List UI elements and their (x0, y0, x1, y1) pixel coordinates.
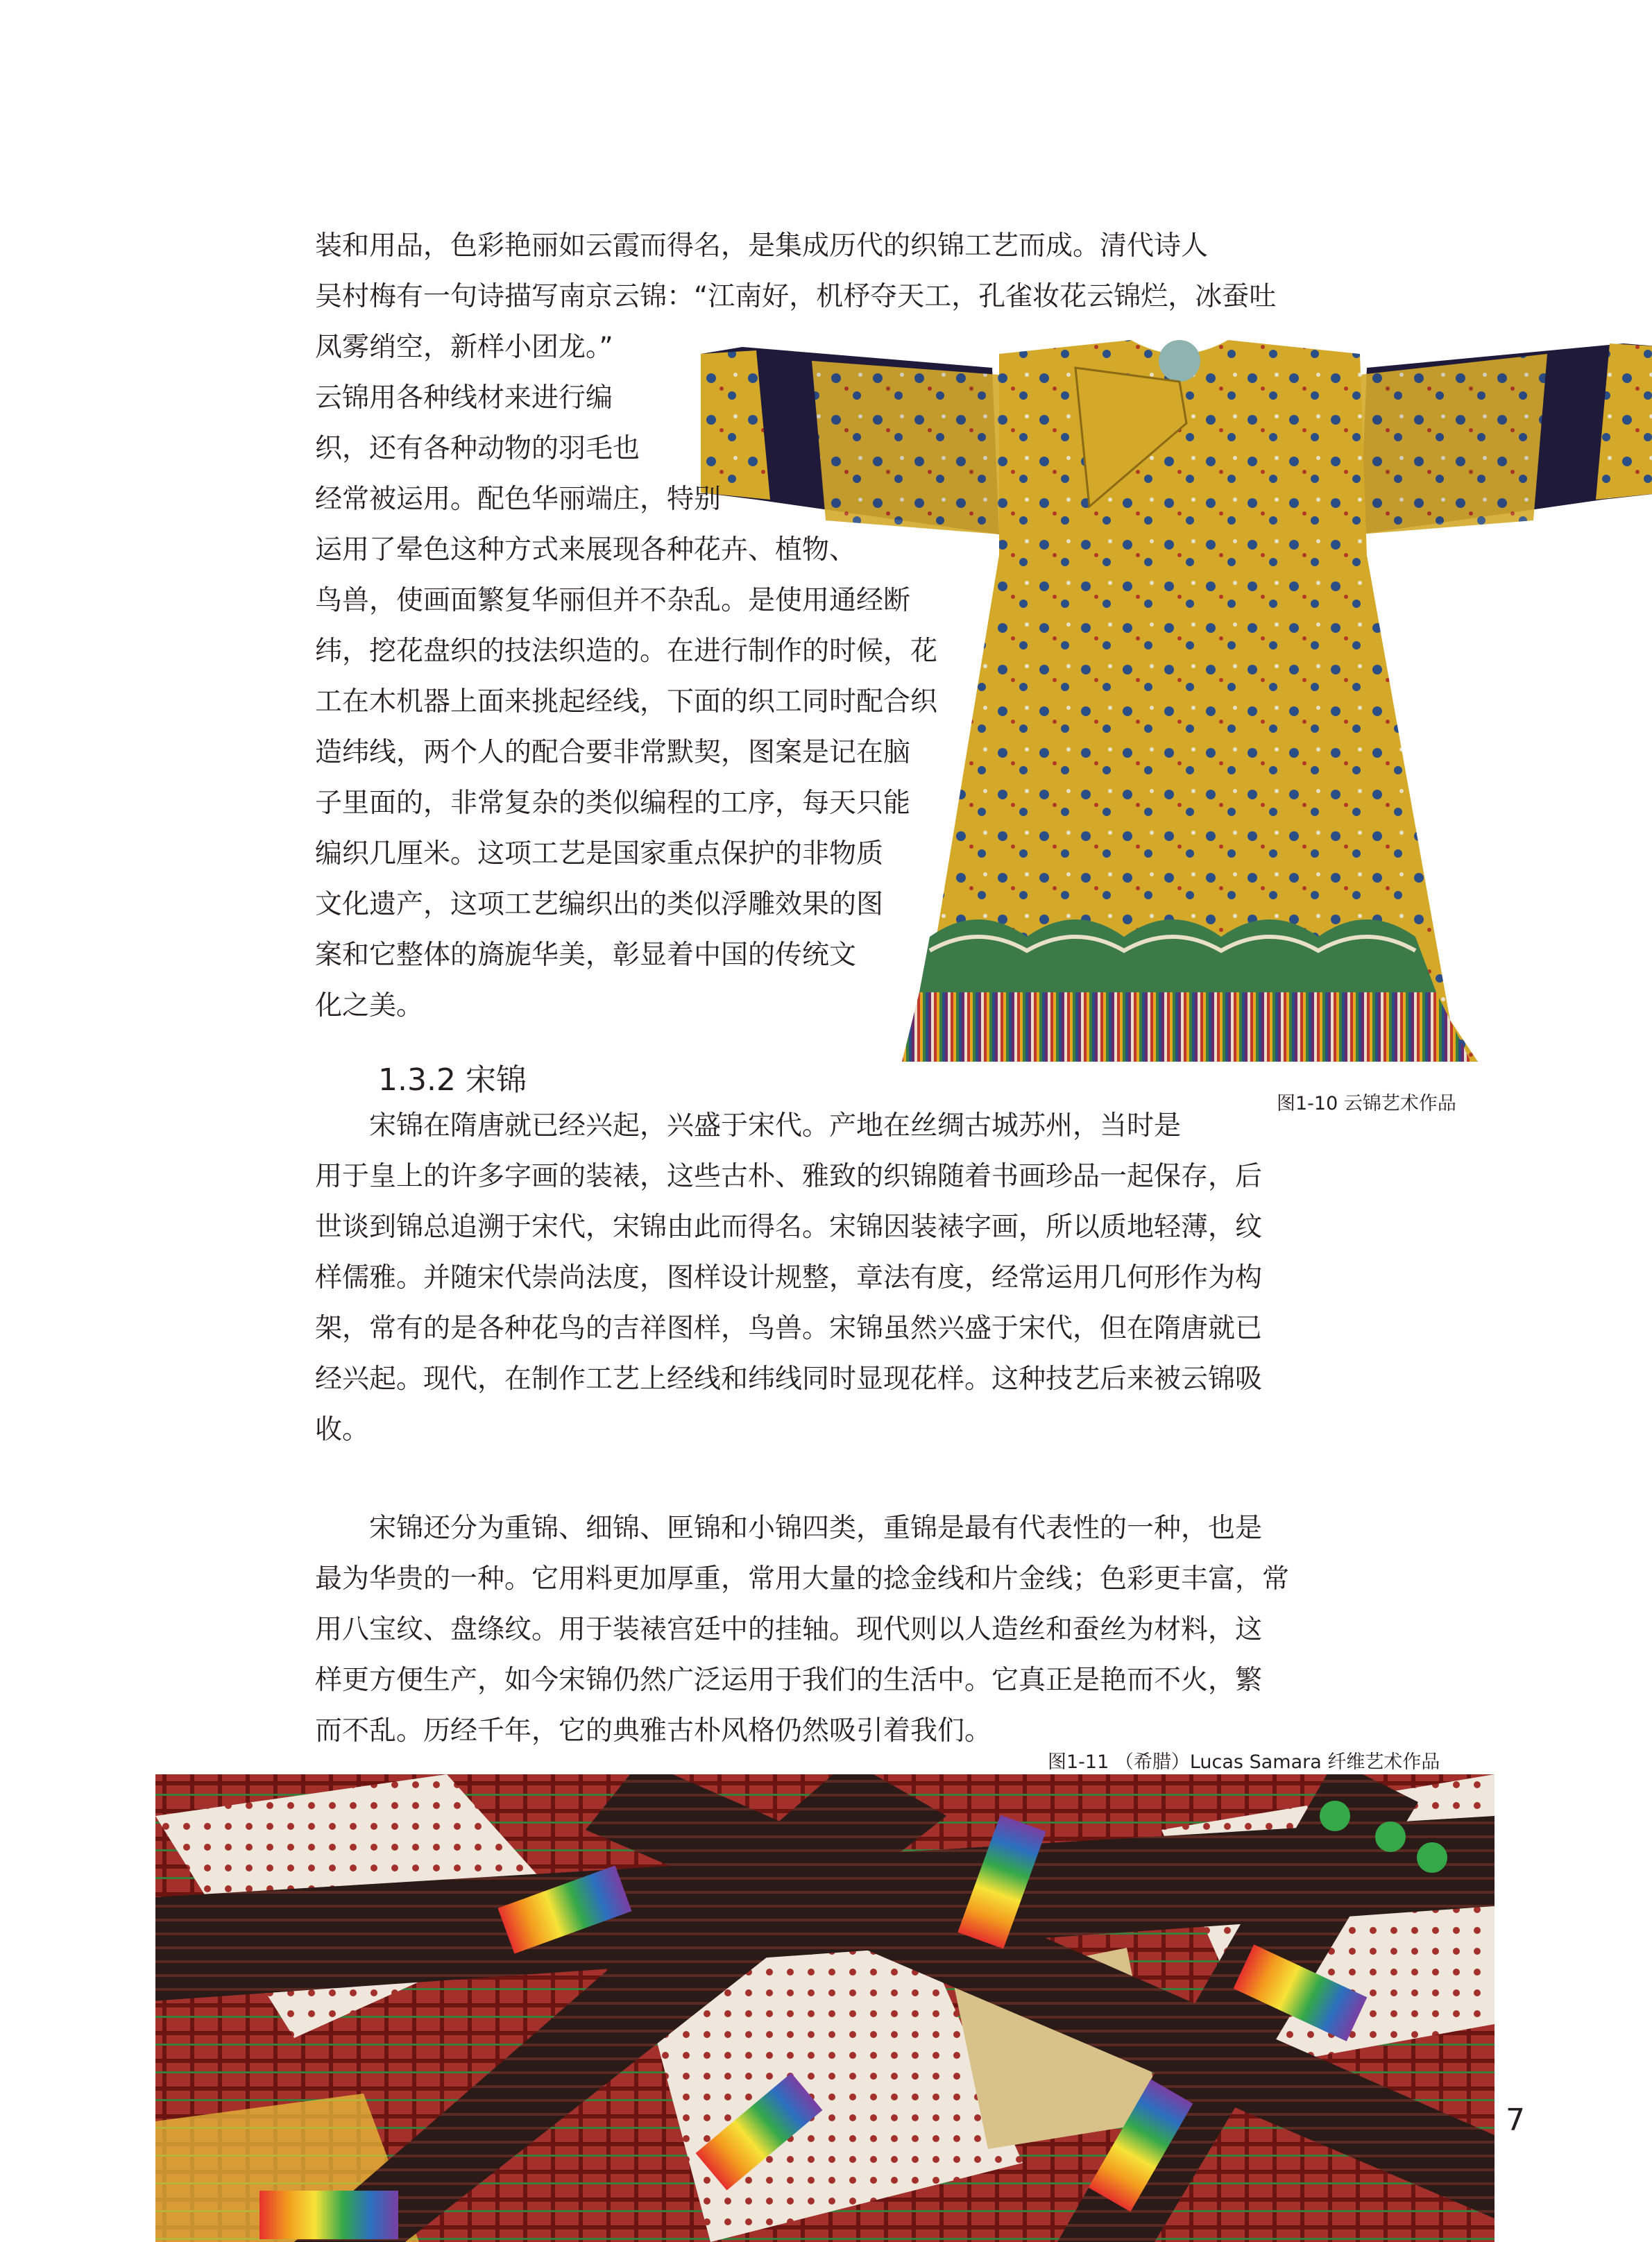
song-paragraph-1 (315, 1101, 1338, 1455)
text-line: 子里面的，非常复杂的类似编程的工序，每天只能 (315, 788, 911, 819)
text-line: 文化遗产，这项工艺编织出的类似浮雕效果的图 (315, 889, 884, 920)
text-line: 工在木机器上面来挑起经线，下面的织工同时配合织 (315, 686, 938, 717)
figure-1-10-caption: 图1-10 云锦艺术作品 (1277, 1093, 1456, 1114)
figure-1-11-caption: 图1-11 （希腊）Lucas Samara 纤维艺术作品 (1048, 1751, 1440, 1773)
top-paragraph (315, 221, 1338, 1031)
text-line: 用八宝纹、盘绦纹。用于装裱宫廷中的挂轴。现代则以人造丝和蚕丝为材料，这 (315, 1614, 1263, 1645)
text-line: 化之美。 (315, 990, 424, 1021)
fiber-art-image (155, 1774, 1495, 2242)
text-line: 装和用品，色彩艳丽如云霞而得名，是集成历代的织锦工艺而成。清代诗人 (315, 230, 1209, 262)
text-line: 纬，挖花盘织的技法织造的。在进行制作的时候，花 (315, 636, 938, 667)
section-heading: 1.3.2 宋锦 (378, 1062, 527, 1098)
text-line: 样儒雅。并随宋代崇尚法度，图样设计规整，章法有度，经常运用几何形作为构 (315, 1262, 1263, 1293)
text-line: 宋锦还分为重锦、细锦、匣锦和小锦四类，重锦是最有代表性的一种，也是 (315, 1513, 1263, 1544)
page-number: 7 (1506, 2103, 1525, 2138)
text-line: 世谈到锦总追溯于宋代，宋锦由此而得名。宋锦因装裱字画，所以质地轻薄，纹 (315, 1212, 1263, 1243)
text-line: 造纬线，两个人的配合要非常默契，图案是记在脑 (315, 737, 911, 768)
text-line: 经兴起。现代，在制作工艺上经线和纬线同时显现花样。这种技艺后来被云锦吸 (315, 1364, 1263, 1395)
text-line: 样更方便生产，如今宋锦仍然广泛运用于我们的生活中。它真正是艳而不火，繁 (315, 1665, 1263, 1696)
text-line: 用于皇上的许多字画的装裱，这些古朴、雅致的织锦随着书画珍品一起保存，后 (315, 1161, 1263, 1192)
song-paragraph-2 (315, 1503, 1338, 1756)
text-line: 经常被运用。配色华丽端庄，特别 (315, 484, 722, 515)
text-line: 架，常有的是各种花鸟的吉祥图样，鸟兽。宋锦虽然兴盛于宋代，但在隋唐就已 (315, 1313, 1263, 1344)
text-line: 宋锦在隋唐就已经兴起，兴盛于宋代。产地在丝绸古城苏州，当时是 (315, 1110, 1182, 1141)
text-line: 吴村梅有一句诗描写南京云锦：“江南好，机杼夺天工，孔雀妆花云锦烂，冰蚕吐 (315, 281, 1277, 312)
text-line: 凤雾绡空，新样小团龙。” (315, 332, 613, 363)
text-line: 最为华贵的一种。它用料更加厚重，常用大量的捻金线和片金线；色彩更丰富，常 (315, 1563, 1290, 1595)
text-line: 而不乱。历经千年，它的典雅古朴风格仍然吸引着我们。 (315, 1715, 992, 1747)
text-line: 收。 (315, 1414, 370, 1445)
text-line: 运用了晕色这种方式来展现各种花卉、植物、 (315, 534, 857, 566)
text-line: 案和它整体的旖旎华美，彰显着中国的传统文 (315, 940, 857, 971)
text-line: 鸟兽，使画面繁复华丽但并不杂乱。是使用通经断 (315, 585, 911, 616)
text-line: 云锦用各种线材来进行编 (315, 382, 613, 414)
text-line: 编织几厘米。这项工艺是国家重点保护的非物质 (315, 838, 884, 869)
text-line: 织，还有各种动物的羽毛也 (315, 433, 640, 464)
